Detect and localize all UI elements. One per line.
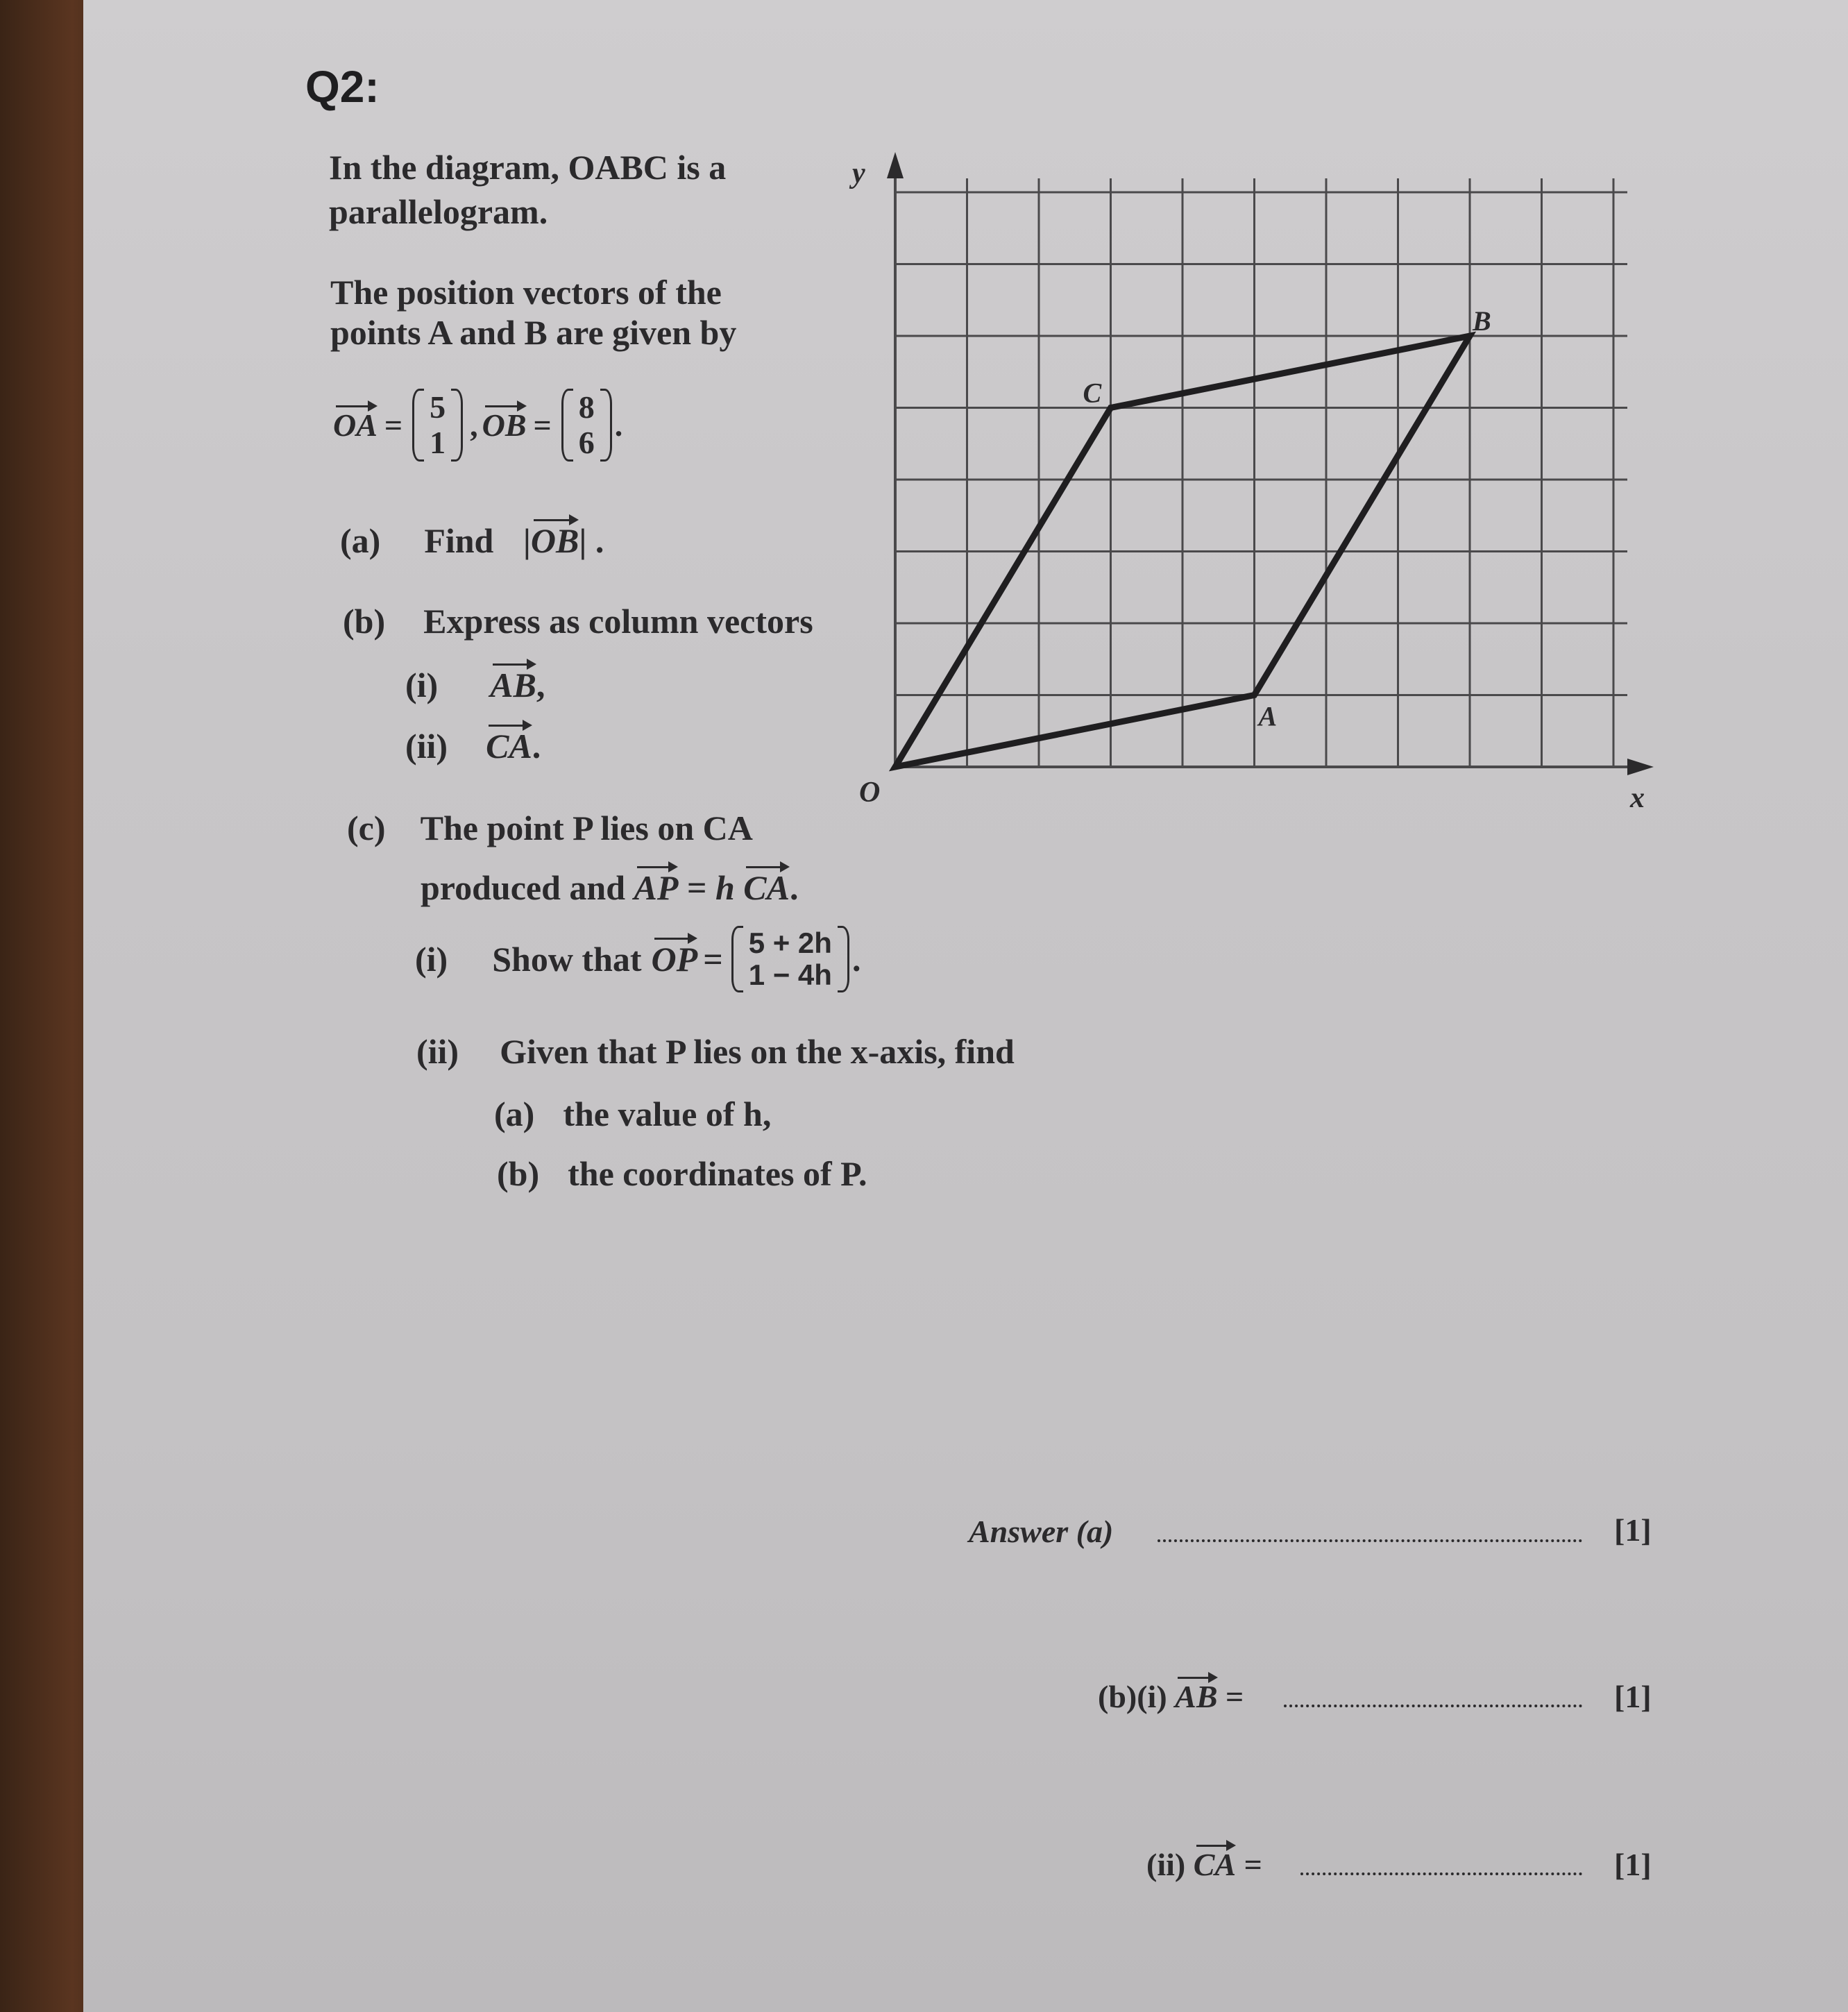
x-axis-label: x [1630,782,1645,814]
answer-bi-label: (b)(i) [1098,1679,1167,1714]
oa-column-vector [412,389,463,462]
part-a-label: (a) [340,521,381,560]
parallelogram-diagram [798,139,1645,819]
part-a: (a) Find |OB| . [340,521,604,560]
answer-bi: (b)(i) AB = [1098,1679,1244,1714]
oa-x: 5 [430,389,446,425]
part-a-expr: OB [530,521,579,560]
point-c-label: C [1083,377,1102,409]
op-column-vector [731,926,849,992]
answer-a-line[interactable] [1158,1539,1582,1542]
part-b-ii: (ii) CA. [405,727,541,766]
part-c-i-text: Show that [492,940,642,979]
part-c-ap: AP [634,868,679,907]
part-c-h: h [715,868,735,907]
intro-line-1: In the diagram, OABC is a [329,148,727,187]
part-c-ca: CA [743,868,790,907]
part-c-i-op: OP [651,940,698,979]
part-c-i-label: (i) [415,940,448,979]
part-c [347,808,753,848]
given-vectors: OA = 5 1 , OB = 8 6 . [333,389,622,462]
part-c-i: (i) Show that OP = 5 + 2h 1 − 4h . [415,926,861,992]
answer-bi-marks: [1] [1614,1679,1652,1714]
ob-label: OB [482,407,527,443]
part-c-line2: produced and AP = h CA. [421,868,799,907]
part-b-i-label: (i) [405,666,439,704]
point-a-label: A [1258,700,1278,732]
ob-column-vector [561,389,612,462]
answer-bii: (ii) CA = [1146,1847,1262,1882]
op-x: 5 + 2h [748,927,832,959]
part-c-label: (c) [347,809,386,847]
part-b [343,601,813,641]
ob-x: 8 [578,389,595,425]
part-b-ii-label: (ii) [405,727,448,766]
answer-a-label: Answer (a) [969,1514,1114,1549]
answer-bi-line[interactable] [1284,1705,1582,1707]
part-b-i-vec: AB [490,666,536,704]
part-c-line1: The point P lies on CA [420,809,753,847]
part-b-ii-vec: CA [486,727,532,766]
y-axis-label: y [852,158,865,189]
part-c-ii-label: (ii) [416,1032,459,1071]
answer-bii-vec: CA [1193,1847,1237,1882]
answer-bii-marks: [1] [1614,1847,1652,1882]
answer-bii-label: (ii) [1146,1847,1186,1882]
position-line-2: points A and B are given by [330,313,737,352]
op-y: 1 − 4h [748,958,832,992]
point-b-label: B [1473,305,1491,337]
part-c-ii-text: Given that P lies on the x-axis, find [500,1032,1015,1071]
ob-y: 6 [578,424,595,460]
part-c-ii-a-text: the value of h, [563,1094,772,1133]
part-b-label: (b) [343,602,386,641]
answer-bii-line[interactable] [1300,1872,1582,1875]
part-c-ii-a [494,1094,771,1134]
origin-label: O [859,777,881,809]
part-c-ii-b [497,1153,867,1194]
intro-line-2: parallelogram. [329,192,548,231]
answer-a-marks: [1] [1614,1512,1652,1548]
part-c-ii-b-text: the coordinates of P. [568,1154,867,1193]
question-number: Q2: [305,62,380,112]
oa-y: 1 [430,424,446,460]
part-c-ii [416,1031,1015,1072]
oa-label: OA [333,407,378,443]
part-c-ii-a-label: (a) [494,1094,535,1133]
part-b-i: (i) AB, [405,666,545,704]
position-line-1: The position vectors of the [330,273,722,312]
part-a-text: Find [424,521,494,560]
part-c-ii-b-label: (b) [497,1154,540,1193]
answer-bi-vec: AB [1175,1679,1218,1714]
part-b-text: Express as column vectors [423,602,813,641]
y-axis-arrow [887,152,904,178]
axes [887,152,1654,775]
